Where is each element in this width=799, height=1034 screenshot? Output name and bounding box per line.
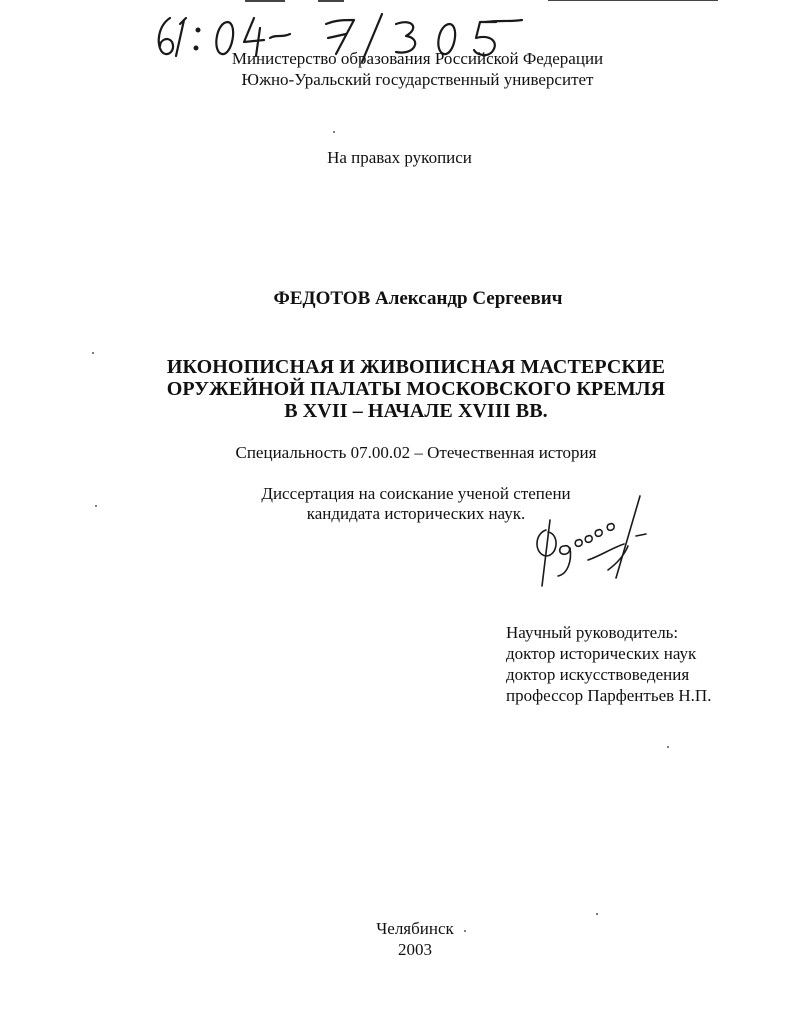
supervisor-degree: доктор исторических наук <box>506 644 697 663</box>
scan-speck <box>92 352 94 354</box>
place-and-year <box>0 918 799 960</box>
title-line: ИКОНОПИСНАЯ И ЖИВОПИСНАЯ МАСТЕРСКИЕ <box>166 356 666 378</box>
year: 2003 <box>398 940 432 959</box>
scan-speck <box>596 913 598 915</box>
title-line: В XVII – НАЧАЛЕ XVIII ВВ. <box>284 400 548 422</box>
scan-mark <box>245 0 285 2</box>
degree-statement <box>0 484 799 524</box>
scan-speck <box>667 746 669 748</box>
degree-line: Диссертация на соискание ученой степени <box>261 484 571 503</box>
supervisor-name: профессор Парфентьев Н.П. <box>506 686 712 705</box>
city-name: Челябинск <box>376 919 454 938</box>
university-name: Южно-Уральский государственный университет <box>241 70 594 89</box>
scan-mark <box>318 0 344 2</box>
institution-block <box>0 48 799 90</box>
ministry-name: Министерство образования Российской Федерации <box>231 49 604 68</box>
supervisor-label: Научный руководитель: <box>506 623 679 642</box>
dissertation-title <box>0 356 799 422</box>
scan-mark <box>548 0 718 1</box>
author-signature <box>528 490 648 590</box>
author-name: ФЕДОТОВ Александр Сергеевич <box>273 288 563 309</box>
rights-note: На правах рукописи <box>327 148 472 167</box>
scan-speck <box>464 930 466 932</box>
scan-speck <box>95 505 97 507</box>
degree-line: кандидата исторических наук. <box>306 504 526 523</box>
supervisor-degree: доктор искусствоведения <box>506 665 690 684</box>
title-line: ОРУЖЕЙНОЙ ПАЛАТЫ МОСКОВСКОГО КРЕМЛЯ <box>166 378 666 400</box>
scan-speck <box>333 131 335 133</box>
supervisor-block <box>506 622 711 706</box>
specialty: Специальность 07.00.02 – Отечественная история <box>235 443 597 462</box>
